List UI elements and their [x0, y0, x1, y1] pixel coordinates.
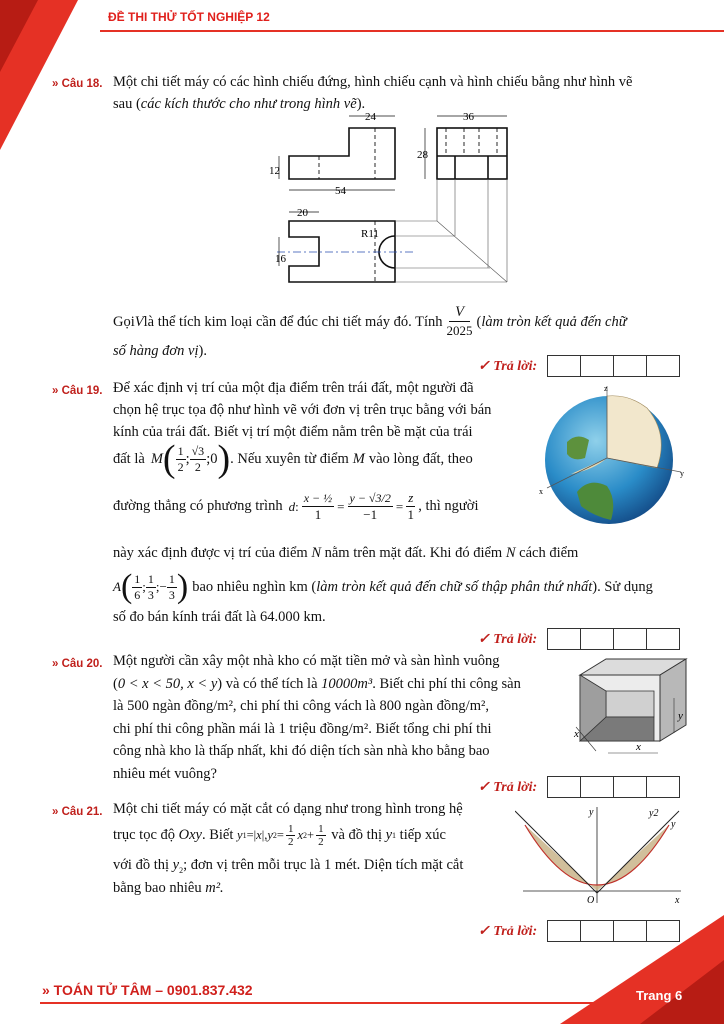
- q18-question-text: Gọi V là thể tích kim loại cần để đúc chi tiết máy đó. Tính V 2025 ( làm tròn kết quả đến chữ số hàng đơn vị).: [113, 304, 627, 359]
- dim-54: 54: [335, 185, 346, 197]
- q20-warehouse-figure: [570, 655, 690, 759]
- q21-graph-figure: [515, 803, 687, 907]
- question-21-label: » Câu 21.: [52, 806, 103, 818]
- box-x-label-front: x: [636, 741, 641, 753]
- dim-20: 20: [297, 207, 308, 219]
- q21-line3: với đồ thị $y_2$; đơn vị trên mỗi trục là 1 mét. Diện tích mặt cắt: [113, 857, 464, 875]
- q21-line1: Một chi tiết máy có mặt cắt có dạng như trong hình trong hệ: [113, 801, 463, 817]
- side-view: [437, 128, 507, 179]
- q18-technical-drawing: [265, 106, 515, 298]
- footer-author: » TOÁN TỬ TÂM – 0901.837.432: [42, 982, 253, 998]
- octant-cutout: [607, 396, 661, 468]
- q19-line4: đất là M ( 1 2 ; √3 2 ;0 ) . Nếu xuyên từ điểm M vào lòng đất, theo: [113, 438, 473, 480]
- q19-answer: ✓ Trả lời:: [478, 628, 680, 650]
- v-over-2025-fraction: V 2025: [446, 304, 473, 338]
- dim-36: 36: [463, 111, 474, 123]
- point-a: A ( 1 6 ; 1 3 ;− 1 3 ): [113, 568, 189, 605]
- line-y1-left: [515, 811, 597, 893]
- globe-y-label: y: [680, 469, 684, 478]
- line-y1-right: [597, 811, 679, 893]
- q20-text: Một người cần xây một nhà kho có mặt tiền mở và sàn hình vuông (0 < x < 50, x < y) và có thể tích là 10000m³. Biết chi phí thi công sàn là 500 ngàn đồng/m², chi phí thi công vách là 800 ngàn đồng/m², chi phí thi công phần mái là 1 triệu đồng/m². Biết tổng chi phí thi công nhà kho là thấp nhất, khi đó diện tích sàn nhà kho bằng bao nhiêu mét vuông?: [113, 653, 521, 782]
- point-m: M ( 1 2 ; √3 2 ;0 ): [150, 438, 231, 480]
- q19-line7: A ( 1 6 ; 1 3 ;− 1 3 ) bao nhiêu nghìn km ( làm tròn kết quả đến chữ số thập phân thứ nhất ). Sử dụng: [113, 568, 653, 605]
- q18-line1: Một chi tiết máy có các hình chiếu đứng, hình chiếu cạnh và hình chiếu bằng như hình vẽ: [113, 74, 633, 90]
- q20-answer: ✓ Trả lời:: [478, 776, 680, 798]
- header-title: ĐỀ THI THỬ TỐT NGHIỆP 12: [108, 10, 270, 24]
- dim-24: 24: [365, 111, 376, 123]
- q19-answer-boxes[interactable]: [547, 628, 680, 650]
- back-wall: [606, 691, 654, 717]
- q21-answer: ✓ Trả lời:: [478, 920, 680, 942]
- q18-answer-boxes[interactable]: [547, 355, 680, 377]
- box-x-label-side: x: [574, 728, 579, 740]
- q21-functions: y 1 =| x |, y 2 = 1 2 x 2 + 1 2: [237, 823, 324, 848]
- dim-r11: R11: [361, 228, 379, 240]
- dim-12: 12: [269, 165, 280, 177]
- front-view: [289, 128, 395, 179]
- q21-line4: bằng bao nhiêu m².: [113, 880, 224, 896]
- q18-answer: ✓ Trả lời:: [478, 355, 680, 377]
- q19-globe-figure: [537, 382, 687, 527]
- question-20-label: » Câu 20.: [52, 658, 103, 670]
- page-number: Trang 6: [636, 988, 683, 1003]
- q20-answer-boxes[interactable]: [547, 776, 680, 798]
- question-18-label: » Câu 18.: [52, 78, 103, 90]
- graph-y1-label: y: [671, 819, 676, 830]
- dim-28: 28: [417, 149, 428, 161]
- question-19-label: » Câu 19.: [52, 385, 103, 397]
- graph-y2-label: y2: [649, 808, 659, 819]
- q19-line8: số đo bán kính trái đất là 64.000 km.: [113, 609, 326, 625]
- dim-16: 16: [275, 253, 286, 265]
- q19-text: Để xác định vị trí của một địa điểm trên trái đất, một người đã chọn hệ trục tọa độ như hình vẽ với đơn vị trên trục bằng với bán kính của trái đất. Biết vị trí một điểm nằm trên bề mặt của trái: [113, 380, 492, 440]
- globe-z-label: z: [604, 384, 608, 393]
- q18-line2: sau (các kích thước cho như trong hình vẽ).: [113, 96, 366, 112]
- globe-x-label: x: [539, 487, 543, 496]
- q21-answer-boxes[interactable]: [547, 920, 680, 942]
- q21-line2: trục tọc độ Oxy . Biết y 1 =| x |, y 2 = 1 2 x 2 + 1 2 và đồ thị y 1 tiếp xúc: [113, 823, 446, 848]
- graph-y-axis-label: y: [589, 807, 594, 818]
- q19-line6: này xác định được vị trí của điểm N nằm trên mặt đất. Khi đó điểm N cách điểm: [113, 545, 579, 561]
- graph-x-label: x: [675, 895, 680, 906]
- graph-origin-label: O: [587, 895, 595, 906]
- q19-line5: đường thẳng có phương trình d : x − ½ 1 = y − √3/2 −1 = z 1 , thì người: [113, 490, 479, 522]
- box-y-label: y: [678, 710, 683, 722]
- line-d-equation: d : x − ½ 1 = y − √3/2 −1 = z 1: [288, 490, 414, 522]
